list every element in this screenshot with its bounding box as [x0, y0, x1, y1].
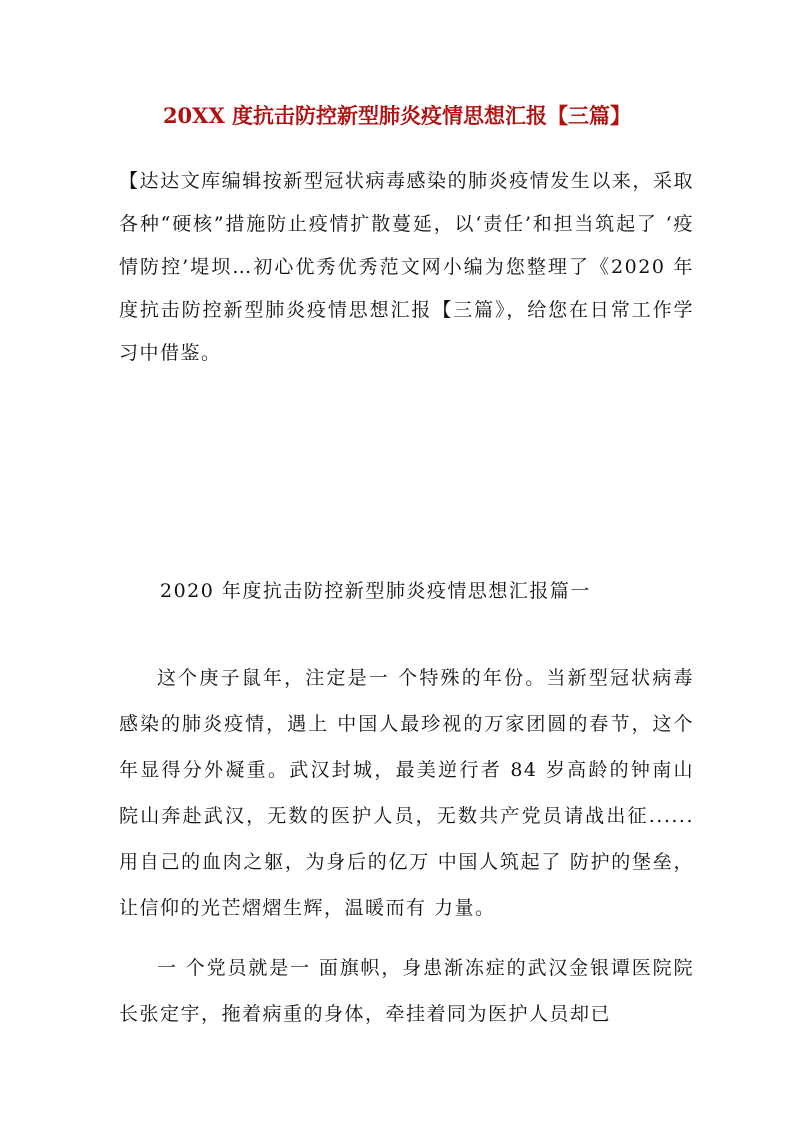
- body-paragraph-2: 一 个党员就是一 面旗帜，身患渐冻症的武汉金银谭医院院长张定宇，拖着病重的身体，牵挂着同为医护人员却已: [119, 957, 694, 1025]
- intro-paragraph: 【达达文库编辑按新型冠状病毒感染的肺炎疫情发生以来，采取各种“硬核”措施防止疫情扩散蔓延，以‘责任’和担当筑起了 ‘疫情防控’堤坝…初心优秀优秀范文网小编为您整理了《2020 年度抗击防控新型肺炎疫情思想汇报【三篇》，给您在日常工作学习中借鉴。: [119, 170, 694, 364]
- document-title: 20XX 度抗击防控新型肺炎疫情思想汇报【三篇】: [162, 103, 632, 128]
- section-heading: 2020 年度抗击防控新型肺炎疫情思想汇报篇一: [160, 580, 591, 602]
- body-paragraph-1: 这个庚子鼠年，注定是一 个特殊的年份。当新型冠状病毒感染的肺炎疫情，遇上 中国人最珍视的万家团圆的春节，这个年显得分外凝重。武汉封城，最美逆行者 84 岁高龄的钟南山院山奔赴武汉，无数的医护人员，无数共产党员请战出征......用自己的血肉之躯，为身后的亿万 中国人筑起了 防护的堡垒，让信仰的光芒熠熠生辉，温暖而有 力量。: [119, 667, 694, 919]
